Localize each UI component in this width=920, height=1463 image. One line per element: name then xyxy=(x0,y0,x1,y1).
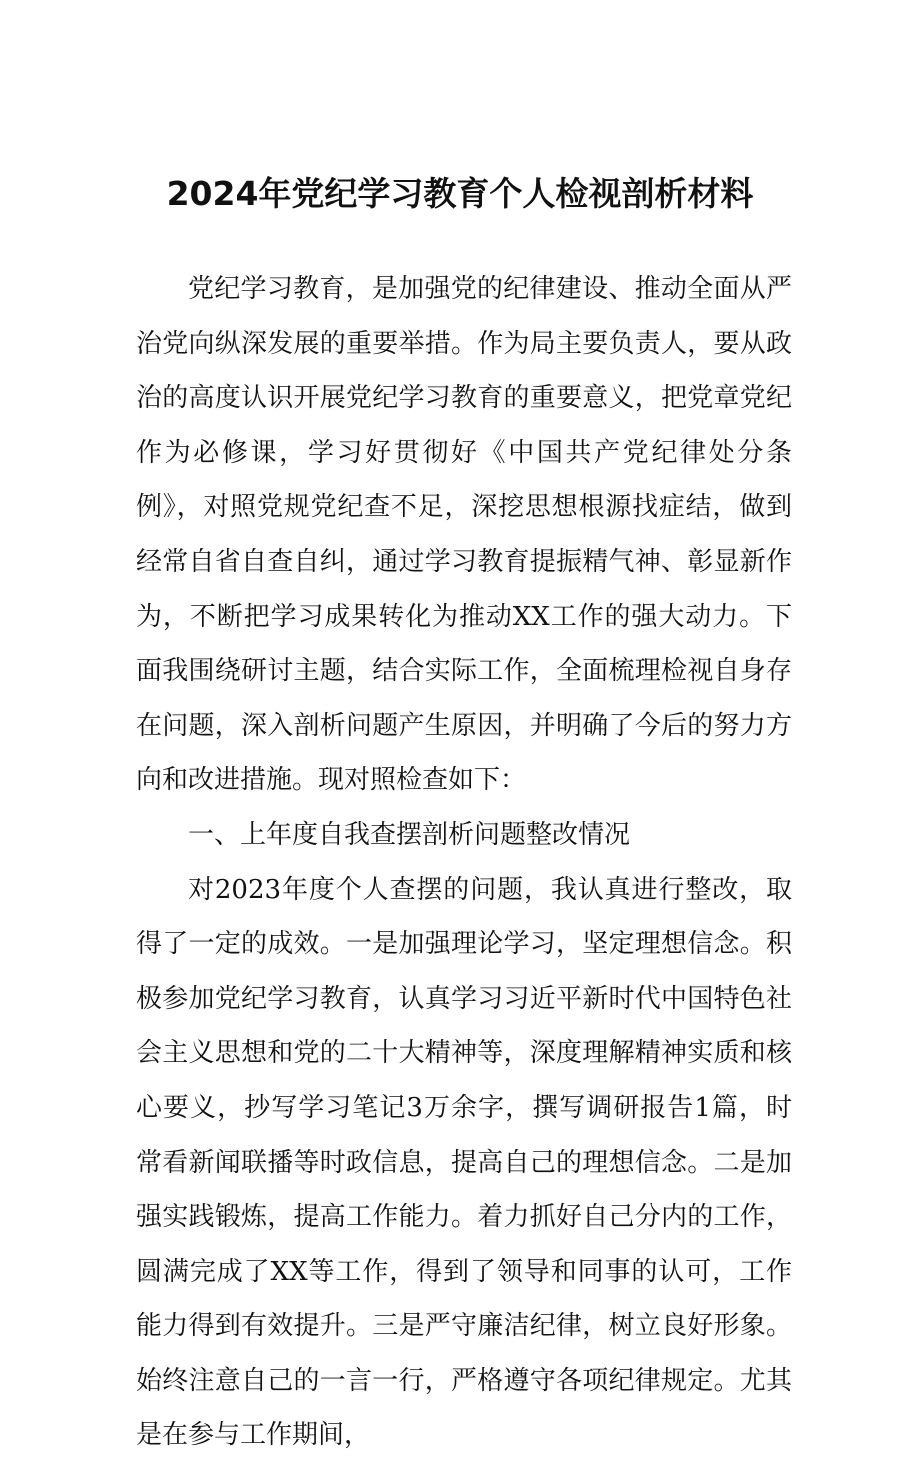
document-title: 2024年党纪学习教育个人检视剖析材料 xyxy=(166,174,754,213)
section-heading: 一、上年度自我查摆剖析问题整改情况 xyxy=(188,819,631,850)
document-body xyxy=(136,262,792,1463)
intro-paragraph: 党纪学习教育，是加强党的纪律建设、推动全面从严治党向纵深发展的重要举措。作为局主要负责人，要从政治的高度认识开展党纪学习教育的重要意义，把党章党纪作为必修课，学习好贯彻好《中国共产党纪律处分条例》，对照党规党纪查不足，深挖思想根源找症结，做到经常自省自查自纠，通过学习教育提振精气神、彰显新作为，不断把学习成果转化为推动XX工作的强大动力。下面我围绕研讨主题，结合实际工作，全面梳理检视自身存在问题，深入剖析问题产生原因，并明确了今后的努力方向和改进措施。现对照检查如下： xyxy=(136,274,792,796)
section-paragraph: 对2023年度个人查摆的问题，我认真进行整改，取得了一定的成效。一是加强理论学习，坚定理想信念。积极参加党纪学习教育，认真学习习近平新时代中国特色社会主义思想和党的二十大精神等，深度理解精神实质和核心要义，抄写学习笔记3万余字，撰写调研报告1篇，时常看新闻联播等时政信息，提高自己的理想信念。二是加强实践锻炼，提高工作能力。着力抓好自己分内的工作，圆满完成了XX等工作，得到了领导和同事的认可，工作能力得到有效提升。三是严守廉洁纪律，树立良好形象。始终注意自己的一言一行，严格遵守各项纪律规定。尤其是在参与工作期间， xyxy=(136,874,792,1451)
